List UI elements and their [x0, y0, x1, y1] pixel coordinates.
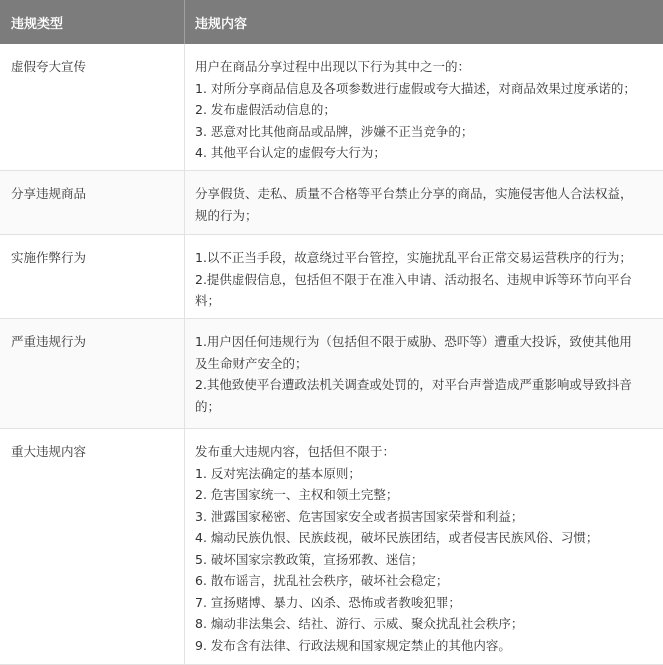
content-line: 分享假货、走私、质量不合格等平台禁止分享的商品，实施侵害他人合法权益， — [195, 186, 633, 201]
content-line: 5. 破坏国家宗教政策，宣扬邪教、迷信； — [195, 551, 424, 567]
violation-content — [185, 429, 663, 664]
table-row — [0, 235, 663, 319]
violation-content — [185, 319, 663, 428]
content-line: 1. 反对宪法确定的基本原则； — [195, 465, 361, 481]
table-row — [0, 429, 663, 665]
table-header — [0, 0, 663, 44]
content-line: 用户在商品分享过程中出现以下行为其中之一的： — [195, 59, 471, 74]
violation-content — [185, 44, 663, 170]
content-line: 1.用户因任何违规行为（包括但不限于威胁、恐吓等）遭重大投诉，致使其他用 — [195, 334, 632, 349]
violation-type: 虚假夸大宣传 — [0, 44, 185, 170]
table-row — [0, 319, 663, 429]
content-line: 2.其他致使平台遭政法机关调查或处罚的，对平台声誉造成严重影响或导致抖音 — [195, 377, 632, 392]
violation-type: 实施作弊行为 — [0, 235, 185, 318]
content-line: 1.以不正当手段，故意绕过平台管控，实施扰乱平台正常交易运营秩序的行为； — [195, 250, 632, 265]
violation-content — [185, 171, 663, 234]
violation-type: 重大违规内容 — [0, 429, 185, 664]
content-line: 2. 发布虚假活动信息的； — [195, 102, 336, 117]
content-line: 及生命财产安全的； — [195, 355, 308, 371]
content-line: 料； — [195, 293, 221, 308]
content-line: 规的行为； — [195, 207, 258, 223]
violation-type: 严重违规行为 — [0, 319, 185, 428]
header-violation-content: 违规内容 — [195, 16, 248, 32]
content-line: 9. 发布含有法律、行政法规和国家规定禁止的其他内容。 — [195, 637, 511, 653]
table-row — [0, 171, 663, 235]
header-violation-type: 违规类型 — [0, 0, 185, 44]
content-line: 发布重大违规内容，包括但不限于： — [195, 444, 396, 459]
content-line: 6. 散布谣言，扰乱社会秩序，破坏社会稳定； — [195, 573, 449, 588]
content-line: 2.提供虚假信息，包括但不限于在准入申请、活动报名、违规申诉等环节向平台 — [195, 271, 632, 287]
content-line: 4. 煽动民族仇恨、民族歧视，破坏民族团结，或者侵害民族风俗、习惯； — [195, 530, 599, 545]
content-line: 的； — [195, 398, 221, 414]
content-line: 4. 其他平台认定的虚假夸大行为； — [195, 145, 386, 160]
violation-content — [185, 235, 663, 318]
table-row — [0, 44, 663, 171]
content-line: 8. 煽动非法集会、结社、游行、示威、聚众扰乱社会秩序； — [195, 616, 524, 631]
content-line: 1. 对所分享商品信息及各项参数进行虚假或夸大描述，对商品效果过度承诺的； — [195, 80, 636, 96]
content-line: 7. 宣扬赌博、暴力、凶杀、恐怖或者教唆犯罪； — [195, 594, 461, 610]
content-line: 3. 泄露国家秘密、危害国家安全或者损害国家荣誉和利益； — [195, 508, 524, 524]
content-line: 2. 危害国家统一、主权和领土完整； — [195, 487, 399, 502]
content-line: 3. 恶意对比其他商品或品牌，涉嫌不正当竞争的； — [195, 123, 474, 139]
violation-type: 分享违规商品 — [0, 171, 185, 234]
